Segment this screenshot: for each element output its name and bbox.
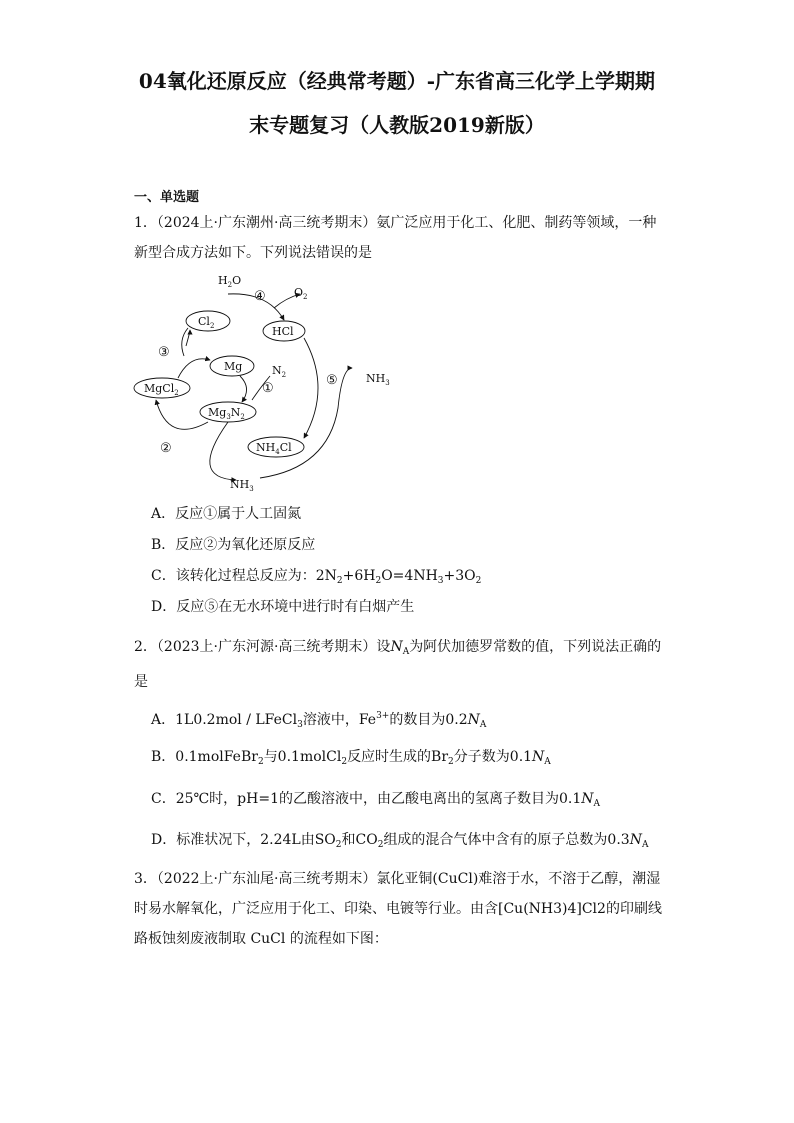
arrow-hcl-to-nh4cl (304, 338, 318, 438)
q2-option-d: D．标准状况下，2.24L由$SO_2$和$CO_2$组成的混合气体中含有的原子总数为$0.3N_A$ (151, 832, 649, 850)
arrow-mg3n2-to-mgcl2 (156, 400, 208, 429)
section-heading: 一、单选题 (134, 190, 200, 205)
page-title-line-2: 末专题复习（人教版2019新版） (249, 113, 545, 137)
q1-option-b: B．反应②为氧化还原反应 (151, 537, 316, 553)
arrow-mgcl2-to-mg (178, 359, 210, 378)
q2-option-c: C．25℃时，pH=1的乙酸溶液中，由乙酸电离出的氢离子数目为$0.1N_A$ (151, 791, 601, 809)
step-4-label: ④ (254, 289, 266, 304)
step-3-label: ③ (158, 345, 170, 360)
node-mg-label: Mg (224, 360, 243, 373)
arrow-mg-to-mg3n2 (240, 376, 247, 402)
reaction-cycle-diagram (128, 268, 408, 496)
label-h2o: $H_2O$ (218, 274, 242, 289)
q2-option-a: A．1L0.2mol / LFeCl$_3$溶液中，$Fe^{3+}$的数目为$0.2N_A$ (151, 711, 487, 730)
step-1-label: ① (262, 381, 274, 396)
node-mgcl2-label: MgCl$_2$ (144, 382, 179, 397)
node-cl2-label: $Cl_2$ (198, 315, 215, 330)
q1-option-c: C．该转化过程总反应为：$2N_2+6H_2O=4NH_3+3O_2$ (151, 568, 482, 586)
node-hcl-label: HCl (272, 325, 294, 338)
q1-option-d: D．反应⑤在无水环境中进行时有白烟产生 (151, 599, 415, 615)
question-2-text: 2．（2023上·广东河源·高三统考期末）设$N_A$为阿伏加德罗常数的值，下列说法正确的是 (134, 639, 662, 690)
arrow-mg3n2-to-nh3 (210, 422, 236, 480)
arrow-mgcl2-to-cl2 (186, 330, 190, 346)
label-nh3-right: $NH_3$ (366, 372, 390, 387)
label-o2: $O_2$ (294, 286, 308, 301)
q2-option-b: B．0.1molFeBr$_2$与0.1molCl$_2$反应时生成的$Br_2$分子数为$0.1N_A$ (151, 749, 551, 767)
node-nh4cl-label: $NH_4Cl$ (256, 441, 292, 456)
label-n2: $N_2$ (272, 364, 287, 379)
arrow-nh4cl-to-nh3 (260, 368, 352, 478)
page-title-line-1: 04氧化还原反应（经典常考题）-广东省高三化学上学期期 (138, 69, 656, 93)
step-5-label: ⑤ (326, 373, 338, 388)
question-3-text: 3．（2022上·广东汕尾·高三统考期末）氯化亚铜(CuCl)难溶于水，不溶于乙醇，潮湿时易水解氧化，广泛应用于化工、印染、电镀等行业。由含[Cu(NH3)4]Cl2的印刷线路板蚀刻废液制取 CuCl 的流程如下图： (134, 871, 662, 947)
node-mg3n2-label: $Mg_3N_2$ (208, 406, 245, 421)
q1-option-a: A．反应①属于人工固氮 (151, 506, 302, 522)
label-nh3-bottom: $NH_3$ (230, 478, 254, 493)
question-1-text: 1．（2024上·广东潮州·高三统考期末）氨广泛应用于化工、化肥、制药等领域，一种新型合成方法如下。下列说法错误的是 (134, 215, 657, 261)
step-2-label: ② (160, 441, 172, 456)
